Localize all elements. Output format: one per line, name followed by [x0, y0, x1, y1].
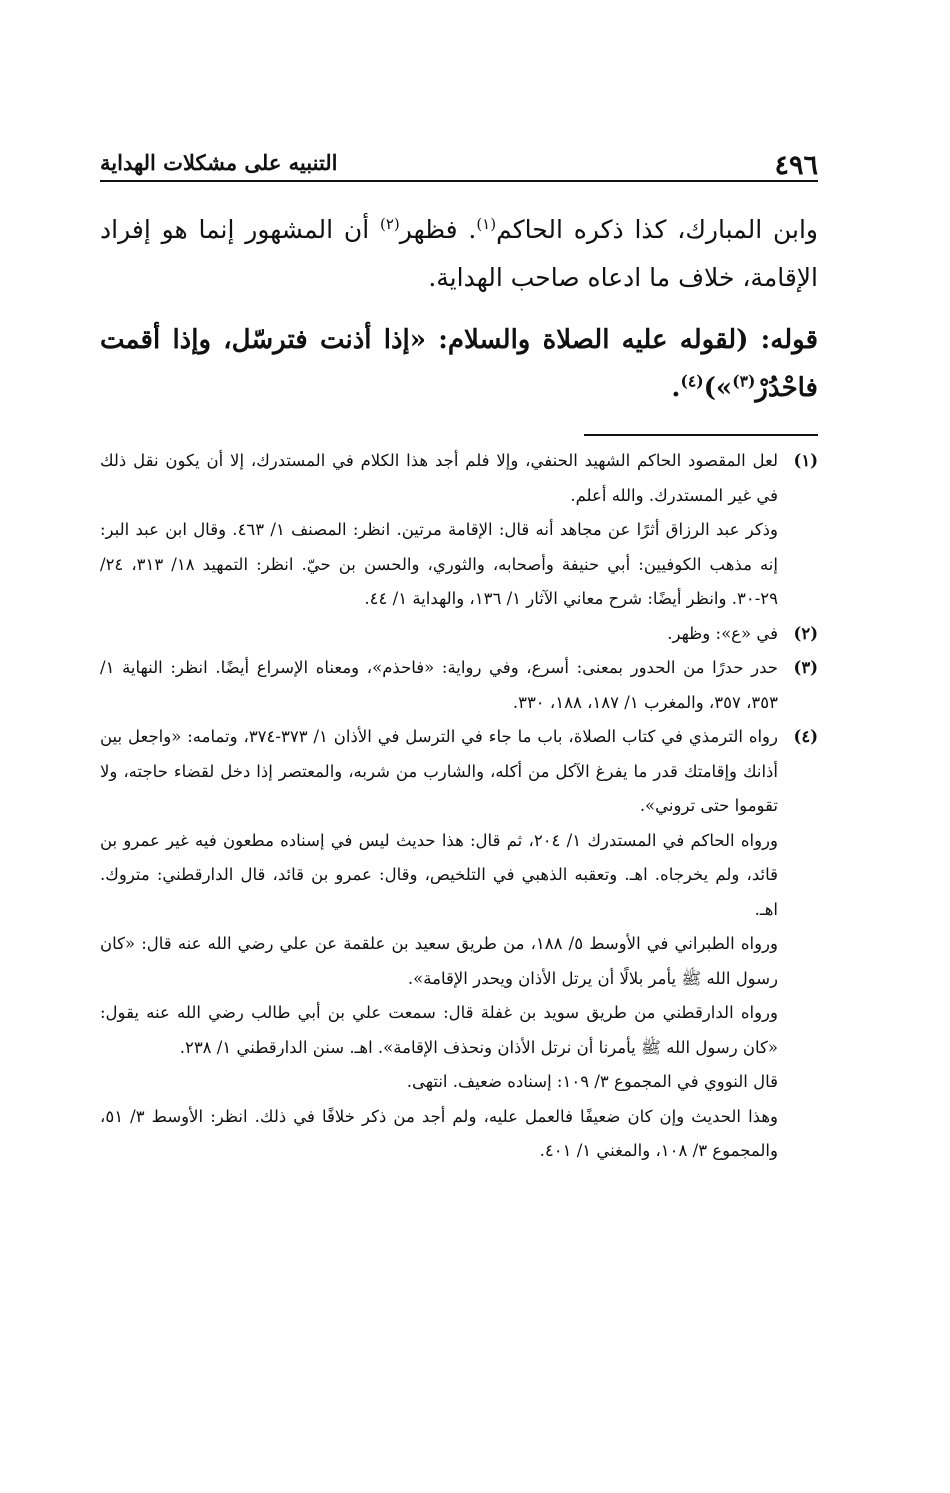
body-text-segment: »)	[703, 373, 733, 403]
page-number: ٤٩٦	[774, 150, 818, 181]
footnote-ref: (٣)	[732, 371, 756, 391]
body-text-segment: وابن المبارك، كذا ذكره الحاكم	[496, 215, 818, 244]
header-rule	[100, 180, 818, 182]
footnote-4	[100, 720, 818, 1169]
body-text-segment: أن المشهور إنما هو إفراد الإقامة، خلاف ما ادعاه صاحب الهداية.	[100, 215, 818, 292]
footnote-mark: (٢)	[793, 623, 818, 643]
footnote-paragraph: في «ع»: وظهر.	[667, 623, 778, 643]
body-paragraph-2	[100, 316, 818, 412]
footnote-mark: (٤)	[793, 727, 818, 746]
footnote-body	[100, 444, 778, 617]
footnote-1	[100, 444, 818, 617]
footnote-mark: (١)	[793, 451, 818, 470]
footnote-paragraph: ورواه الطبراني في الأوسط ٥/ ١٨٨، من طريق سعيد بن علقمة عن علي رضي الله عنه قال: «كان رسول الله ﷺ يأمر بلالًا أن يرتل الأذان ويحدر الإقامة».	[100, 934, 778, 988]
footnote-3	[100, 651, 818, 720]
footnote-paragraph: وهذا الحديث وإن كان ضعيفًا فالعمل عليه، ولم أجد من ذكر خلافًا في ذلك. انظر: الأوسط ٣/ ٥١، والمجموع ٣/ ١٠٨، والمغني ١/ ٤٠١.	[100, 1106, 779, 1160]
footnote-paragraph: ورواه الدارقطني من طريق سويد بن غفلة قال: سمعت علي بن أبي طالب رضي الله عنه يقول: «كان رسول الله ﷺ يأمرنا أن نرتل الأذان ونحذف الإقامة». اهـ. سنن الدارقطني ١/ ٢٣٨.	[100, 1003, 778, 1057]
page	[100, 140, 818, 1169]
footnote-2	[100, 617, 818, 652]
footnote-paragraph: وذكر عبد الرزاق أثرًا عن مجاهد أنه قال: الإقامة مرتين. انظر: المصنف ١/ ٤٦٣. وقال ابن عبد البر: إنه مذهب الكوفيين: أبي حنيفة وأصحابه، والثوري، والحسن بن حيّ. انظر: التمهيد ١٨/ ٣١٣، ٢٤/ ٢٩-٣٠. وانظر أيضًا: شرح معاني الآثار ١/ ١٣٦، والهداية ١/ ٤٤.	[100, 520, 778, 608]
body-text-segment: قوله: (لقوله عليه الصلاة والسلام: «إذا أذنت فترسّل، وإذا أقمت فاحْدُرْ	[100, 325, 818, 403]
running-title: التنبيه على مشكلات الهداية	[100, 150, 338, 175]
footnote-body	[100, 720, 778, 1169]
footnote-paragraph: قال النووي في المجموع ٣/ ١٠٩: إسناده ضعيف. انتهى.	[406, 1072, 778, 1091]
body-text-segment: . فظهر	[399, 215, 477, 244]
footnote-ref: (٤)	[680, 371, 704, 391]
footnote-body	[100, 651, 778, 720]
footnote-paragraph: حدر حدرًا من الحدور بمعنى: أسرع، وفي رواية: «فاحذم»، ومعناه الإسراع أيضًا. انظر: النهاية ١/ ٣٥٣، ٣٥٧، والمغرب ١/ ١٨٧، ١٨٨، ٣٣٠.	[100, 658, 778, 712]
footnote-separator	[584, 434, 818, 436]
body-text-segment: .	[671, 373, 681, 403]
footnote-paragraph: لعل المقصود الحاكم الشهيد الحنفي، وإلا فلم أجد هذا الكلام في المستدرك، إلا أن يكون نقل ذلك في غير المستدرك. والله أعلم.	[100, 451, 778, 505]
footnote-mark: (٣)	[793, 658, 818, 677]
footnote-paragraph: رواه الترمذي في كتاب الصلاة، باب ما جاء في الترسل في الأذان ١/ ٣٧٣-٣٧٤، وتمامه: «واجعل بين أذانك وإقامتك قدر ما يفرغ الآكل من أكله، والشارب من شربه، والمعتصر إذا دخل لقضاء حاجته، ولا تقوموا حتى تروني».	[100, 727, 778, 815]
running-head	[100, 140, 818, 180]
body-paragraph-1	[100, 206, 818, 302]
footnote-paragraph: ورواه الحاكم في المستدرك ١/ ٢٠٤، ثم قال: هذا حديث ليس في إسناده مطعون فيه غير عمرو بن قائد، ولم يخرجاه. اهـ. وتعقبه الذهبي في التلخيص، وقال: عمرو بن قائد، قال الدارقطني: متروك. اهـ.	[100, 830, 778, 919]
footnotes	[100, 444, 818, 1169]
footnote-body	[100, 617, 778, 652]
footnote-ref: (١)	[476, 215, 497, 233]
footnote-ref: (٢)	[380, 215, 400, 233]
